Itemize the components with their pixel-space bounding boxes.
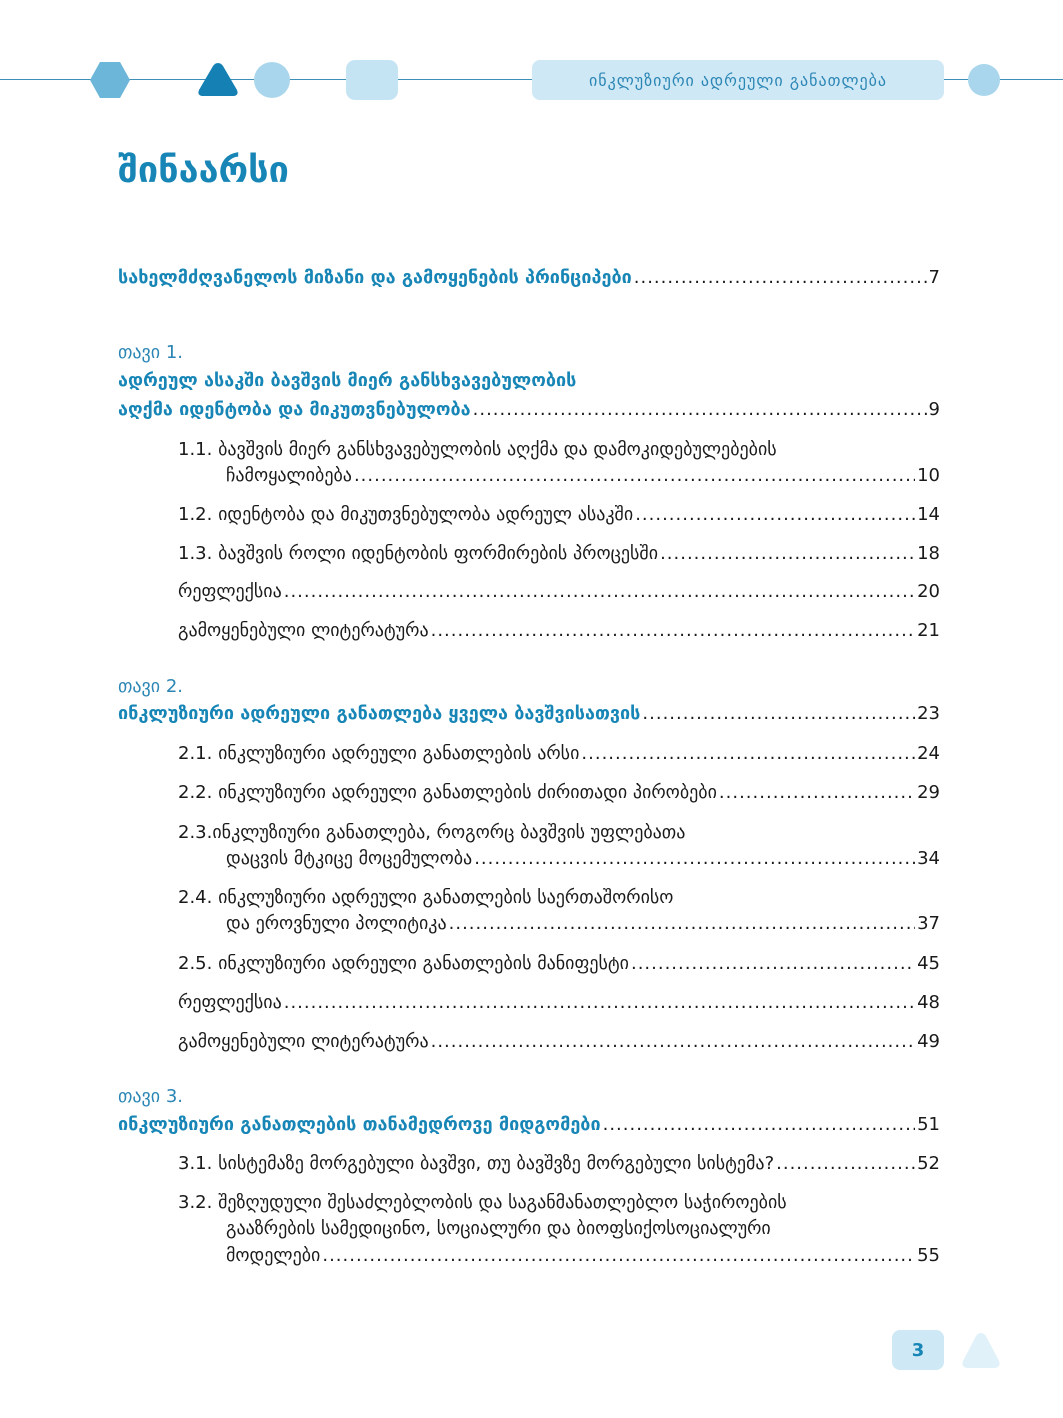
- toc-entry-2-4[interactable]: [226, 911, 940, 937]
- rounded-square-decor-icon: [346, 60, 398, 100]
- toc-entry-references-1[interactable]: [178, 618, 940, 644]
- page-title: შინაარსი: [118, 150, 289, 191]
- section-number: 1.1.: [178, 439, 213, 460]
- leader-dots: [449, 911, 915, 937]
- section-title: ინკლუზიური ადრეული განათლების საერთაშორისო: [218, 887, 674, 908]
- leader-dots: [284, 990, 915, 1016]
- leader-dots: [581, 741, 915, 767]
- leader-dots: [776, 1151, 915, 1177]
- toc-entry-page: 18: [917, 543, 940, 564]
- section-title: ინკლუზიური განათლება, როგორც ბავშვის უფლებათა: [212, 822, 686, 843]
- section-title: გამოყენებული ლიტერატურა: [178, 1031, 429, 1052]
- leader-dots: [660, 541, 915, 567]
- toc-entry-page: 55: [917, 1245, 940, 1266]
- toc-entry-chapter-2[interactable]: [118, 701, 940, 727]
- circle-decor-icon: [968, 64, 1000, 96]
- section-number: 2.1.: [178, 743, 213, 764]
- section-title: გამოყენებული ლიტერატურა: [178, 620, 429, 641]
- toc-entry-page: 37: [917, 913, 940, 934]
- leader-dots: [642, 701, 915, 727]
- toc-entry-1-1[interactable]: [226, 463, 940, 489]
- leader-dots: [431, 618, 916, 644]
- section-number: 2.4.: [178, 887, 213, 908]
- toc-entry-label: [178, 885, 673, 911]
- section-title: ინკლუზიური ადრეული განათლების მანიფესტი: [218, 953, 629, 974]
- header-title: ინკლუზიური ადრეული განათლება: [532, 60, 944, 100]
- toc-entry-page: 51: [917, 1114, 940, 1135]
- section-title: ბავშვის მიერ განსხვავებულობის აღქმა და დამოკიდებულებების: [218, 439, 777, 460]
- section-number: 2.3.: [178, 822, 213, 843]
- section-number: 2.5.: [178, 953, 213, 974]
- toc-entry-reflection-1[interactable]: [178, 579, 940, 605]
- toc-entry-label: სახელმძღვანელოს მიზანი და გამოყენების პრინციპები: [118, 267, 632, 288]
- toc-entry-3-2[interactable]: [226, 1243, 940, 1269]
- section-number: 2.2.: [178, 782, 213, 803]
- page-number: 3: [892, 1330, 944, 1370]
- section-number: 1.3.: [178, 543, 213, 564]
- chapter-title: ადრეულ ასაკში ბავშვის მიერ განსხვავებულობის: [118, 370, 577, 391]
- leader-dots: [473, 397, 927, 423]
- chapter-label: თავი 2.: [118, 676, 183, 697]
- section-title: და ეროვნული პოლიტიკა: [226, 913, 447, 934]
- circle-decor-icon: [254, 62, 290, 98]
- chapter-title: აღქმა იდენტობა და მიკუთვნებულობა: [118, 399, 471, 420]
- section-title: ინკლუზიური ადრეული განათლების ძირითადი პირობები: [218, 782, 717, 803]
- toc-entry-3-1[interactable]: [178, 1151, 940, 1177]
- chapter-title: ინკლუზიური ადრეული განათლება ყველა ბავშვისათვის: [118, 703, 641, 724]
- toc-entry-page: 48: [917, 992, 940, 1013]
- toc-entry-page: 10: [917, 465, 940, 486]
- toc-entry-page: 7: [928, 267, 940, 288]
- toc-entry-page: 21: [917, 620, 940, 641]
- chapter-label: თავი 1.: [118, 342, 183, 363]
- section-title: იდენტობა და მიკუთვნებულობა ადრეულ ასაკში: [218, 504, 634, 525]
- toc-entry-1-3[interactable]: [178, 541, 940, 567]
- toc-entry-page: 20: [917, 581, 940, 602]
- toc-entry-label: [178, 820, 685, 846]
- toc-entry-intro[interactable]: [118, 265, 940, 291]
- toc-entry-page: 14: [917, 504, 940, 525]
- leader-dots: [431, 1029, 916, 1055]
- chapter-label: თავი 3.: [118, 1086, 183, 1107]
- section-title: რეფლექსია: [178, 992, 282, 1013]
- leader-dots: [634, 265, 927, 291]
- section-title: რეფლექსია: [178, 581, 282, 602]
- toc-entry-chapter-1[interactable]: [118, 397, 940, 423]
- section-title: შეზღუდული შესაძლებლობის და საგანმანათლებლო საჭიროების: [218, 1192, 787, 1213]
- leader-dots: [719, 780, 915, 806]
- toc-entry-page: 29: [917, 782, 940, 803]
- section-title: მოდელები: [226, 1245, 321, 1266]
- toc-entry-page: 45: [917, 953, 940, 974]
- leader-dots: [354, 463, 915, 489]
- section-number: 3.2.: [178, 1192, 213, 1213]
- toc-entry-page: 24: [917, 743, 940, 764]
- toc-entry-reflection-2[interactable]: [178, 990, 940, 1016]
- toc-entry-page: 52: [917, 1153, 940, 1174]
- toc-entry-page: 34: [917, 848, 940, 869]
- leader-dots: [635, 502, 915, 528]
- toc-entry-2-2[interactable]: [178, 780, 940, 806]
- toc-entry-label: [178, 437, 777, 463]
- toc-entry-2-5[interactable]: [178, 951, 940, 977]
- section-number: 3.1.: [178, 1153, 213, 1174]
- toc-entry-page: 49: [917, 1031, 940, 1052]
- triangle-decor-icon: [960, 1330, 1002, 1370]
- leader-dots: [631, 951, 915, 977]
- toc-entry-2-3[interactable]: [226, 846, 940, 872]
- leader-dots: [474, 846, 915, 872]
- section-title: ჩამოყალიბება: [226, 465, 352, 486]
- toc-entry-1-2[interactable]: [178, 502, 940, 528]
- leader-dots: [284, 579, 915, 605]
- section-title: სისტემაზე მორგებული ბავშვი, თუ ბავშვზე მორგებული სისტემა?: [218, 1153, 775, 1174]
- toc-entry-page: 23: [917, 703, 940, 724]
- toc-entry-label: [178, 1190, 787, 1216]
- chapter-title: ინკლუზიური განათლების თანამედროვე მიდგომები: [118, 1114, 601, 1135]
- section-title: დაცვის მტკიცე მოცემულობა: [226, 848, 473, 869]
- toc-entry-references-2[interactable]: [178, 1029, 940, 1055]
- toc-entry-page: 9: [928, 399, 940, 420]
- section-title: გააზრების სამედიცინო, სოციალური და ბიოფსიქოსოციალური: [226, 1218, 771, 1239]
- triangle-decor-icon: [196, 60, 240, 98]
- toc-entry-2-1[interactable]: [178, 741, 940, 767]
- toc-entry-chapter-3[interactable]: [118, 1112, 940, 1138]
- leader-dots: [603, 1112, 916, 1138]
- hexagon-decor-icon: [90, 62, 130, 98]
- leader-dots: [322, 1243, 915, 1269]
- section-number: 1.2.: [178, 504, 213, 525]
- section-title: ბავშვის როლი იდენტობის ფორმირების პროცესში: [218, 543, 659, 564]
- section-title: ინკლუზიური ადრეული განათლების არსი: [218, 743, 580, 764]
